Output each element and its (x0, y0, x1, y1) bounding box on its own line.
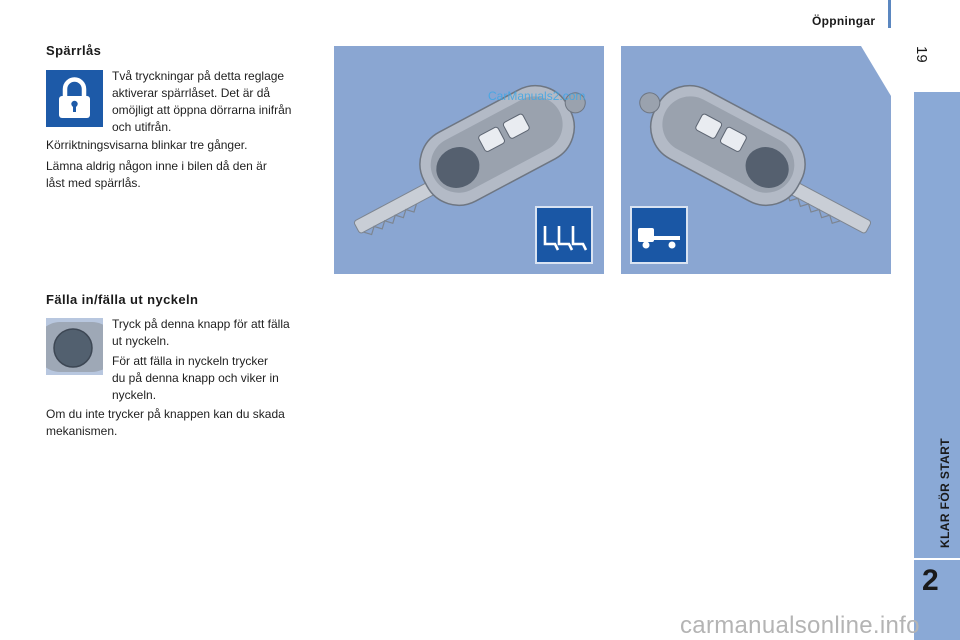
blinkers-note: Körriktningsvisarna blinkar tre gånger. (46, 138, 248, 152)
sparrlas-warning: Lämna aldrig någon inne i bilen då den är låst med spärrlås. (46, 159, 267, 190)
key-fold-button-icon (46, 318, 103, 375)
chapter-number: 2 (922, 564, 939, 597)
passenger-seats-icon (535, 206, 593, 264)
falla-fold: För att fälla in nyckeln trycker du på denna knapp och viker in nyckeln. (112, 354, 279, 402)
watermark-top: CarManuals2.com (488, 89, 586, 103)
section-heading-sparrlas: Spärrlås (46, 43, 102, 58)
falla-press: Tryck på denna knapp för att fälla ut nyckeln. (112, 317, 290, 348)
section-heading-falla: Fälla in/fälla ut nyckeln (46, 292, 199, 307)
key-fob-illustration-left (334, 46, 604, 274)
chapter-label: KLAR FÖR START (938, 437, 952, 548)
padlock-icon (46, 70, 103, 127)
key-fob-illustration-right (621, 46, 891, 274)
chassis-cab-truck-icon (630, 206, 688, 264)
sparrlas-intro: Två tryckningar på detta reglage aktiverar spärrlåset. Det är då omöjligt att öppna dörrarna inifrån och utifrån. (112, 69, 292, 134)
chapter-tab-divider (914, 558, 960, 560)
page-number: 19 (913, 46, 930, 63)
falla-caution: Om du inte trycker på knappen kan du skada mekanismen. (46, 407, 285, 438)
watermark-bottom: carmanualsonline.info (680, 612, 920, 639)
section-title: Öppningar (812, 14, 876, 28)
header-rule (888, 0, 891, 28)
